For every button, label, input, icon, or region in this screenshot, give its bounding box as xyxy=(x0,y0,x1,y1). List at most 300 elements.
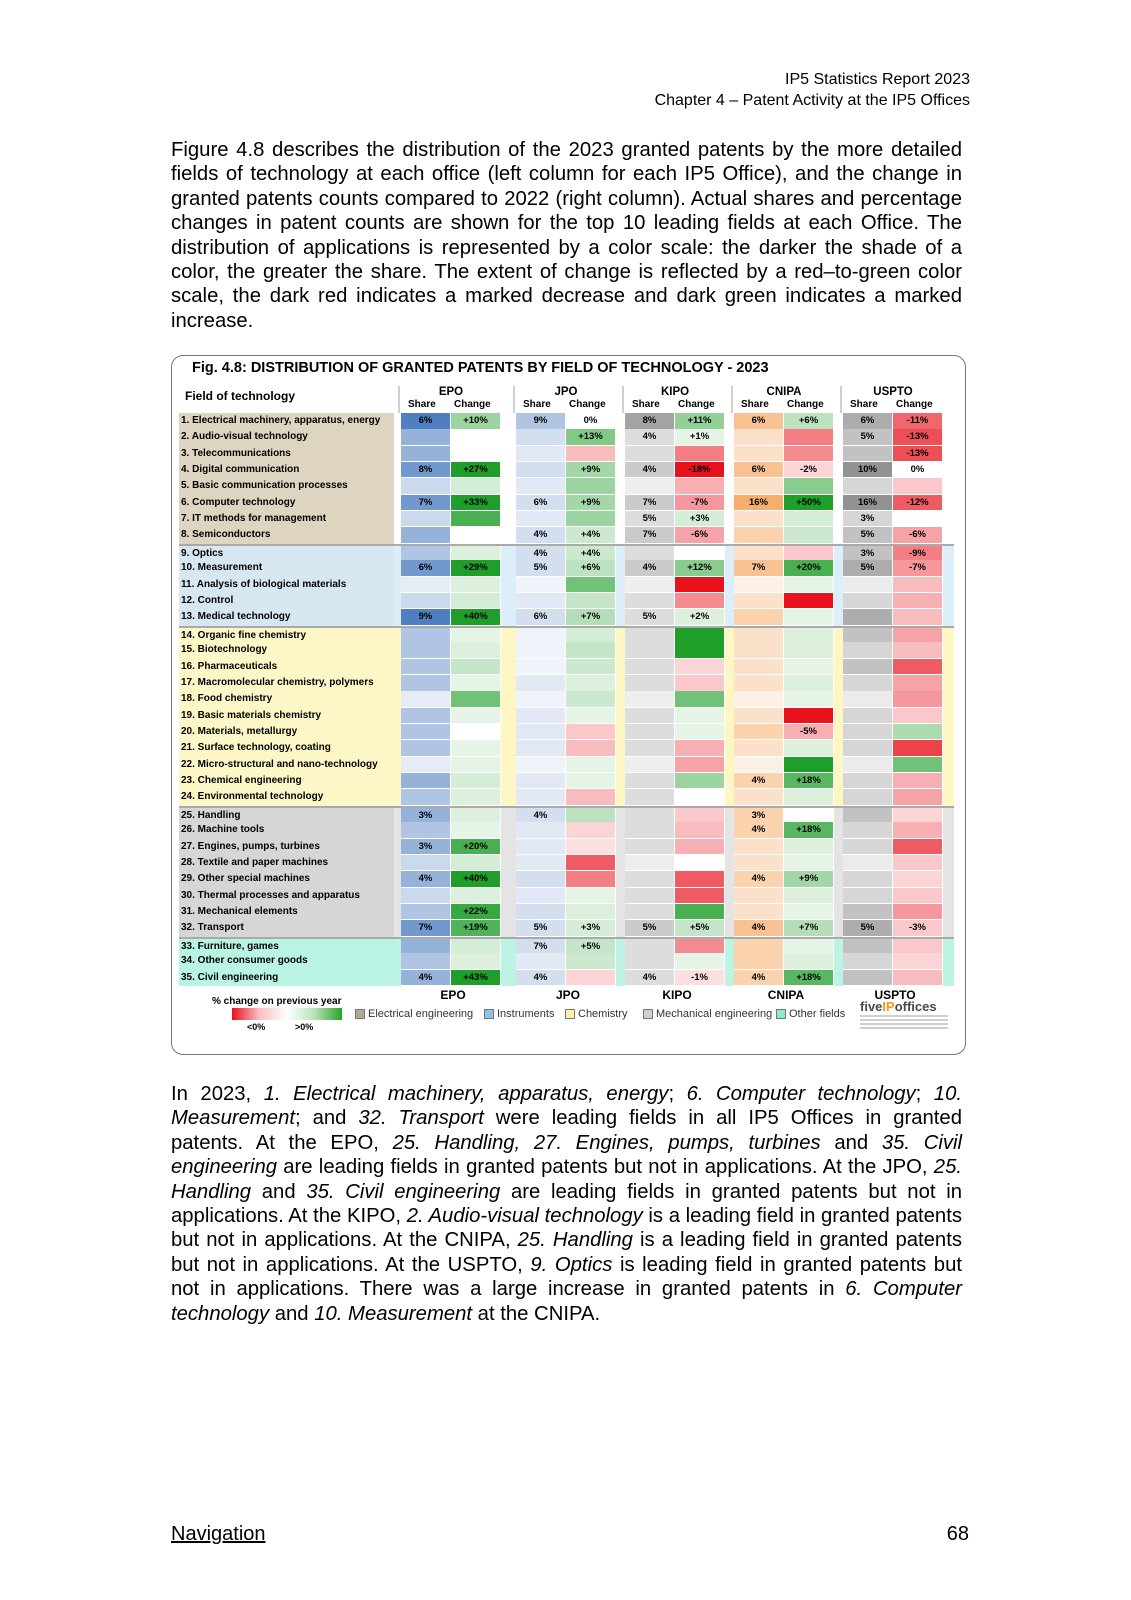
table-row xyxy=(179,773,954,790)
field-name: 31. Mechanical elements xyxy=(179,904,394,921)
share-cell-cnipa: 4% xyxy=(734,822,784,839)
change-cell-epo xyxy=(451,577,501,594)
share-cell-cnipa xyxy=(734,527,784,544)
field-reference: 1. Electrical machinery, apparatus, energy xyxy=(263,1083,669,1105)
change-cell-cnipa xyxy=(784,855,834,872)
table-row xyxy=(179,970,954,987)
field-reference: 10. Measurement xyxy=(171,1083,962,1130)
field-reference: 10. Measurement xyxy=(314,1302,473,1325)
change-color-scale xyxy=(232,1008,342,1020)
change-cell-kipo xyxy=(675,871,725,888)
change-cell-kipo xyxy=(675,675,725,692)
share-cell-jpo xyxy=(516,724,566,741)
share-cell-cnipa xyxy=(734,478,784,495)
field-name: 27. Engines, pumps, turbines xyxy=(179,839,394,856)
change-cell-jpo: +4% xyxy=(566,546,616,563)
change-cell-epo: +10% xyxy=(451,413,501,430)
share-cell-kipo xyxy=(625,691,675,708)
field-name: 35. Civil engineering xyxy=(179,970,394,987)
field-name: 28. Textile and paper machines xyxy=(179,855,394,872)
field-reference: 25. Handling, 27. Engines, pumps, turbines xyxy=(392,1131,821,1154)
share-cell-jpo xyxy=(516,757,566,774)
change-cell-kipo xyxy=(675,724,725,741)
share-cell-kipo xyxy=(625,839,675,856)
share-cell-kipo xyxy=(625,577,675,594)
field-name: 23. Chemical engineering xyxy=(179,773,394,790)
share-cell-epo: 3% xyxy=(401,808,451,825)
table-row xyxy=(179,429,954,446)
field-name: 26. Machine tools xyxy=(179,822,394,839)
category-legend-item xyxy=(355,1008,473,1020)
share-cell-uspto xyxy=(843,609,893,626)
share-cell-cnipa: 6% xyxy=(734,413,784,430)
share-cell-uspto: 3% xyxy=(843,546,893,563)
change-cell-jpo xyxy=(566,953,616,970)
change-cell-kipo xyxy=(675,822,725,839)
table-row xyxy=(179,446,954,463)
change-cell-uspto xyxy=(893,659,943,676)
change-cell-uspto: -12% xyxy=(893,495,943,512)
change-cell-epo xyxy=(451,691,501,708)
legend-swatch xyxy=(643,1009,653,1019)
share-cell-jpo: 9% xyxy=(516,413,566,430)
change-cell-kipo: -7% xyxy=(675,495,725,512)
change-cell-kipo: -18% xyxy=(675,462,725,479)
change-cell-jpo: +4% xyxy=(566,527,616,544)
share-cell-jpo: 6% xyxy=(516,495,566,512)
logo-fine-print xyxy=(860,1015,948,1031)
change-cell-uspto xyxy=(893,970,943,987)
field-name: 24. Environmental technology xyxy=(179,789,394,806)
share-cell-jpo: 6% xyxy=(516,609,566,626)
change-cell-kipo: +1% xyxy=(675,429,725,446)
share-cell-cnipa: 4% xyxy=(734,871,784,888)
table-row xyxy=(179,724,954,741)
share-cell-kipo: 5% xyxy=(625,920,675,937)
change-cell-cnipa xyxy=(784,527,834,544)
change-cell-epo xyxy=(451,659,501,676)
change-cell-jpo xyxy=(566,855,616,872)
office-column-separator xyxy=(513,386,515,414)
share-cell-cnipa xyxy=(734,429,784,446)
change-cell-uspto xyxy=(893,724,943,741)
change-cell-jpo xyxy=(566,478,616,495)
change-cell-jpo xyxy=(566,724,616,741)
change-cell-jpo: +7% xyxy=(566,609,616,626)
field-name: 5. Basic communication processes xyxy=(179,478,394,495)
share-cell-cnipa xyxy=(734,740,784,757)
change-cell-epo xyxy=(451,888,501,905)
field-name: 34. Other consumer goods xyxy=(179,953,394,970)
legend-label: Mechanical engineering xyxy=(656,1008,773,1020)
table-row xyxy=(179,642,954,659)
share-cell-jpo xyxy=(516,773,566,790)
change-cell-epo xyxy=(451,708,501,725)
table-row xyxy=(179,871,954,888)
change-column-header: Change xyxy=(896,399,933,410)
share-cell-epo xyxy=(401,789,451,806)
change-cell-kipo xyxy=(675,446,725,463)
change-cell-uspto xyxy=(893,839,943,856)
office-column-separator xyxy=(731,386,733,414)
change-cell-jpo xyxy=(566,888,616,905)
share-cell-cnipa xyxy=(734,446,784,463)
change-cell-uspto xyxy=(893,609,943,626)
office-header-uspto: USPTO xyxy=(873,386,913,398)
share-cell-uspto xyxy=(843,724,893,741)
change-cell-epo xyxy=(451,527,501,544)
share-cell-uspto: 5% xyxy=(843,527,893,544)
share-column-header: Share xyxy=(523,399,551,410)
change-cell-kipo xyxy=(675,888,725,905)
share-cell-cnipa xyxy=(734,511,784,528)
office-column-separator xyxy=(840,386,842,414)
change-cell-uspto xyxy=(893,888,943,905)
share-cell-cnipa: 4% xyxy=(734,970,784,987)
change-cell-epo xyxy=(451,642,501,659)
change-cell-jpo xyxy=(566,822,616,839)
change-cell-uspto xyxy=(893,855,943,872)
table-row xyxy=(179,659,954,676)
change-cell-epo: +40% xyxy=(451,871,501,888)
change-cell-epo xyxy=(451,446,501,463)
share-cell-uspto xyxy=(843,871,893,888)
table-row xyxy=(179,560,954,577)
table-row xyxy=(179,839,954,856)
change-cell-kipo xyxy=(675,708,725,725)
office-footer-jpo: JPO xyxy=(555,988,580,1002)
change-cell-cnipa: +18% xyxy=(784,773,834,790)
change-cell-kipo xyxy=(675,577,725,594)
share-cell-jpo xyxy=(516,675,566,692)
table-row xyxy=(179,675,954,692)
change-cell-jpo xyxy=(566,757,616,774)
table-row xyxy=(179,527,954,544)
share-cell-jpo xyxy=(516,659,566,676)
share-cell-uspto xyxy=(843,888,893,905)
share-cell-epo xyxy=(401,888,451,905)
share-cell-uspto xyxy=(843,904,893,921)
share-cell-kipo: 5% xyxy=(625,609,675,626)
field-name: 9. Optics xyxy=(179,546,394,563)
change-cell-kipo xyxy=(675,593,725,610)
change-cell-cnipa xyxy=(784,740,834,757)
field-name: 4. Digital communication xyxy=(179,462,394,479)
field-name: 7. IT methods for management xyxy=(179,511,394,528)
share-column-header: Share xyxy=(850,399,878,410)
share-cell-jpo xyxy=(516,953,566,970)
change-cell-epo xyxy=(451,593,501,610)
change-cell-cnipa xyxy=(784,757,834,774)
category-legend-item xyxy=(643,1008,772,1020)
share-cell-epo xyxy=(401,511,451,528)
table-row xyxy=(179,740,954,757)
change-cell-uspto xyxy=(893,593,943,610)
legend-swatch xyxy=(484,1009,494,1019)
share-cell-uspto xyxy=(843,478,893,495)
share-cell-uspto: 6% xyxy=(843,413,893,430)
share-cell-jpo xyxy=(516,462,566,479)
change-cell-cnipa: +20% xyxy=(784,560,834,577)
share-column-header: Share xyxy=(408,399,436,410)
change-cell-jpo: +3% xyxy=(566,920,616,937)
share-cell-jpo xyxy=(516,822,566,839)
legend-positive: >0% xyxy=(295,1022,314,1032)
share-cell-jpo: 5% xyxy=(516,920,566,937)
change-cell-epo: +33% xyxy=(451,495,501,512)
change-cell-kipo: +11% xyxy=(675,413,725,430)
field-name: 11. Analysis of biological materials xyxy=(179,577,394,594)
change-cell-kipo xyxy=(675,691,725,708)
figure-title: Fig. 4.8: DISTRIBUTION OF GRANTED PATENTS BY FIELD OF TECHNOLOGY - 2023 xyxy=(192,360,769,376)
change-column-header: Change xyxy=(678,399,715,410)
share-cell-kipo xyxy=(625,822,675,839)
change-cell-kipo xyxy=(675,757,725,774)
share-cell-jpo: 4% xyxy=(516,808,566,825)
field-name: 8. Semiconductors xyxy=(179,527,394,544)
change-cell-epo: +40% xyxy=(451,609,501,626)
legend-label: Other fields xyxy=(789,1008,846,1020)
change-cell-epo xyxy=(451,724,501,741)
change-cell-jpo xyxy=(566,642,616,659)
change-cell-uspto xyxy=(893,822,943,839)
office-footer-kipo: KIPO xyxy=(662,988,692,1002)
share-cell-cnipa xyxy=(734,691,784,708)
share-cell-cnipa xyxy=(734,724,784,741)
share-cell-cnipa xyxy=(734,888,784,905)
share-cell-uspto xyxy=(843,691,893,708)
change-cell-cnipa xyxy=(784,675,834,692)
change-cell-cnipa xyxy=(784,691,834,708)
share-cell-jpo xyxy=(516,789,566,806)
share-cell-epo: 4% xyxy=(401,970,451,987)
office-footer-cnipa: CNIPA xyxy=(767,988,805,1002)
change-cell-epo: +19% xyxy=(451,920,501,937)
office-footer-uspto: USPTO xyxy=(874,988,916,1002)
share-cell-epo: 6% xyxy=(401,560,451,577)
change-cell-cnipa xyxy=(784,609,834,626)
change-cell-uspto: -11% xyxy=(893,413,943,430)
field-name: 32. Transport xyxy=(179,920,394,937)
category-legend-item xyxy=(484,1008,554,1020)
table-row xyxy=(179,920,954,937)
share-cell-cnipa: 4% xyxy=(734,773,784,790)
change-column-header: Change xyxy=(787,399,824,410)
share-cell-jpo xyxy=(516,904,566,921)
change-cell-cnipa: +18% xyxy=(784,822,834,839)
field-reference: 35. Civil engineering xyxy=(306,1180,501,1203)
share-cell-jpo xyxy=(516,511,566,528)
share-cell-jpo xyxy=(516,446,566,463)
change-cell-epo xyxy=(451,675,501,692)
change-cell-jpo xyxy=(566,789,616,806)
change-cell-kipo xyxy=(675,953,725,970)
change-cell-uspto xyxy=(893,642,943,659)
field-name: 19. Basic materials chemistry xyxy=(179,708,394,725)
share-cell-cnipa xyxy=(734,577,784,594)
change-cell-epo xyxy=(451,757,501,774)
change-cell-uspto: -9% xyxy=(893,546,943,563)
change-cell-uspto: -7% xyxy=(893,560,943,577)
share-cell-epo xyxy=(401,659,451,676)
share-cell-uspto: 3% xyxy=(843,511,893,528)
page-number: 68 xyxy=(946,1523,969,1545)
field-name: 3. Telecommunications xyxy=(179,446,394,463)
share-cell-cnipa xyxy=(734,904,784,921)
share-cell-uspto xyxy=(843,855,893,872)
change-cell-epo xyxy=(451,855,501,872)
share-cell-uspto: 16% xyxy=(843,495,893,512)
text-segment: In 2023, xyxy=(171,1083,264,1105)
change-column-header: Change xyxy=(569,399,606,410)
change-cell-cnipa xyxy=(784,659,834,676)
change-cell-cnipa xyxy=(784,429,834,446)
change-cell-cnipa: +18% xyxy=(784,970,834,987)
share-cell-jpo xyxy=(516,871,566,888)
table-row xyxy=(179,577,954,594)
share-cell-kipo xyxy=(625,478,675,495)
share-cell-jpo xyxy=(516,642,566,659)
change-cell-kipo: +12% xyxy=(675,560,725,577)
share-cell-kipo xyxy=(625,773,675,790)
chapter-title: Chapter 4 – Patent Activity at the IP5 Offices xyxy=(654,92,970,109)
share-cell-epo xyxy=(401,527,451,544)
change-cell-cnipa: -2% xyxy=(784,462,834,479)
change-cell-epo xyxy=(451,511,501,528)
change-cell-kipo xyxy=(675,478,725,495)
share-cell-jpo: 7% xyxy=(516,939,566,956)
share-cell-kipo: 7% xyxy=(625,495,675,512)
table-row xyxy=(179,708,954,725)
field-name: 14. Organic fine chemistry xyxy=(179,628,394,645)
field-name: 12. Control xyxy=(179,593,394,610)
field-name: 6. Computer technology xyxy=(179,495,394,512)
change-cell-cnipa xyxy=(784,478,834,495)
share-cell-epo: 6% xyxy=(401,413,451,430)
change-cell-jpo: +5% xyxy=(566,939,616,956)
change-cell-jpo xyxy=(566,511,616,528)
change-cell-cnipa: +50% xyxy=(784,495,834,512)
share-cell-cnipa xyxy=(734,953,784,970)
change-cell-epo: +22% xyxy=(451,904,501,921)
share-cell-kipo xyxy=(625,659,675,676)
text-segment: is a leading field in granted patents but not in applications. At the USPTO, xyxy=(171,1229,962,1276)
change-cell-kipo xyxy=(675,773,725,790)
change-cell-cnipa xyxy=(784,839,834,856)
text-segment: were leading fields in all IP5 Offices in granted patents. At the EPO, xyxy=(171,1107,962,1154)
change-cell-jpo xyxy=(566,577,616,594)
field-name: 10. Measurement xyxy=(179,560,394,577)
change-cell-epo xyxy=(451,953,501,970)
change-cell-epo: +29% xyxy=(451,560,501,577)
share-cell-kipo xyxy=(625,871,675,888)
legend-label: Electrical engineering xyxy=(368,1008,474,1020)
share-cell-cnipa xyxy=(734,789,784,806)
change-cell-kipo xyxy=(675,789,725,806)
change-cell-jpo xyxy=(566,659,616,676)
change-cell-uspto: -13% xyxy=(893,429,943,446)
office-header-cnipa: CNIPA xyxy=(766,386,802,398)
change-cell-jpo: +9% xyxy=(566,495,616,512)
field-name: 21. Surface technology, coating xyxy=(179,740,394,757)
change-cell-cnipa xyxy=(784,953,834,970)
share-cell-jpo xyxy=(516,855,566,872)
share-cell-uspto xyxy=(843,839,893,856)
share-cell-kipo xyxy=(625,740,675,757)
share-cell-uspto xyxy=(843,708,893,725)
change-cell-cnipa xyxy=(784,642,834,659)
change-cell-cnipa xyxy=(784,577,834,594)
change-cell-uspto xyxy=(893,708,943,725)
office-header-kipo: KIPO xyxy=(660,386,690,398)
share-cell-jpo xyxy=(516,478,566,495)
share-column-header: Share xyxy=(632,399,660,410)
share-cell-kipo: 5% xyxy=(625,511,675,528)
change-cell-cnipa xyxy=(784,789,834,806)
share-cell-epo: 8% xyxy=(401,462,451,479)
change-cell-epo xyxy=(451,773,501,790)
share-cell-jpo xyxy=(516,691,566,708)
table-row xyxy=(179,609,954,626)
share-cell-epo xyxy=(401,478,451,495)
change-cell-epo: +43% xyxy=(451,970,501,987)
change-cell-kipo: +5% xyxy=(675,920,725,937)
text-segment: ; and xyxy=(295,1107,359,1130)
field-name: 16. Pharmaceuticals xyxy=(179,659,394,676)
share-cell-kipo xyxy=(625,953,675,970)
change-cell-uspto xyxy=(893,904,943,921)
share-cell-uspto xyxy=(843,577,893,594)
share-cell-kipo xyxy=(625,904,675,921)
share-cell-jpo: 4% xyxy=(516,527,566,544)
change-cell-uspto xyxy=(893,757,943,774)
text-segment: and xyxy=(269,1302,315,1325)
share-cell-kipo: 4% xyxy=(625,970,675,987)
figure-4-8 xyxy=(171,355,966,1055)
category-legend-item xyxy=(776,1008,845,1020)
table-row xyxy=(179,478,954,495)
field-reference: 6. Computer technology xyxy=(171,1278,962,1325)
share-cell-cnipa xyxy=(734,839,784,856)
field-name: 15. Biotechnology xyxy=(179,642,394,659)
share-cell-epo xyxy=(401,740,451,757)
share-cell-epo xyxy=(401,855,451,872)
table-row xyxy=(179,789,954,806)
share-cell-epo: 3% xyxy=(401,839,451,856)
change-cell-uspto xyxy=(893,675,943,692)
field-name: 1. Electrical machinery, apparatus, energy xyxy=(179,413,394,430)
text-segment: is leading field in granted patents but not in applications. There was a large increase in granted patents in xyxy=(171,1253,962,1301)
share-cell-jpo xyxy=(516,888,566,905)
change-cell-epo xyxy=(451,822,501,839)
navigation-link[interactable]: Navigation xyxy=(171,1523,266,1545)
change-cell-epo xyxy=(451,429,501,446)
share-cell-epo xyxy=(401,675,451,692)
change-cell-cnipa: -5% xyxy=(784,724,834,741)
change-cell-jpo xyxy=(566,871,616,888)
field-name: 33. Furniture, games xyxy=(179,939,394,956)
share-cell-uspto xyxy=(843,789,893,806)
change-cell-kipo: -1% xyxy=(675,970,725,987)
share-cell-cnipa xyxy=(734,593,784,610)
field-reference: 25. Handling xyxy=(517,1229,633,1252)
share-cell-jpo: 5% xyxy=(516,560,566,577)
category-legend-item xyxy=(565,1008,628,1020)
field-name: 17. Macromolecular chemistry, polymers xyxy=(179,675,394,692)
office-header-jpo: JPO xyxy=(554,386,578,398)
table-row xyxy=(179,511,954,528)
change-cell-jpo xyxy=(566,446,616,463)
